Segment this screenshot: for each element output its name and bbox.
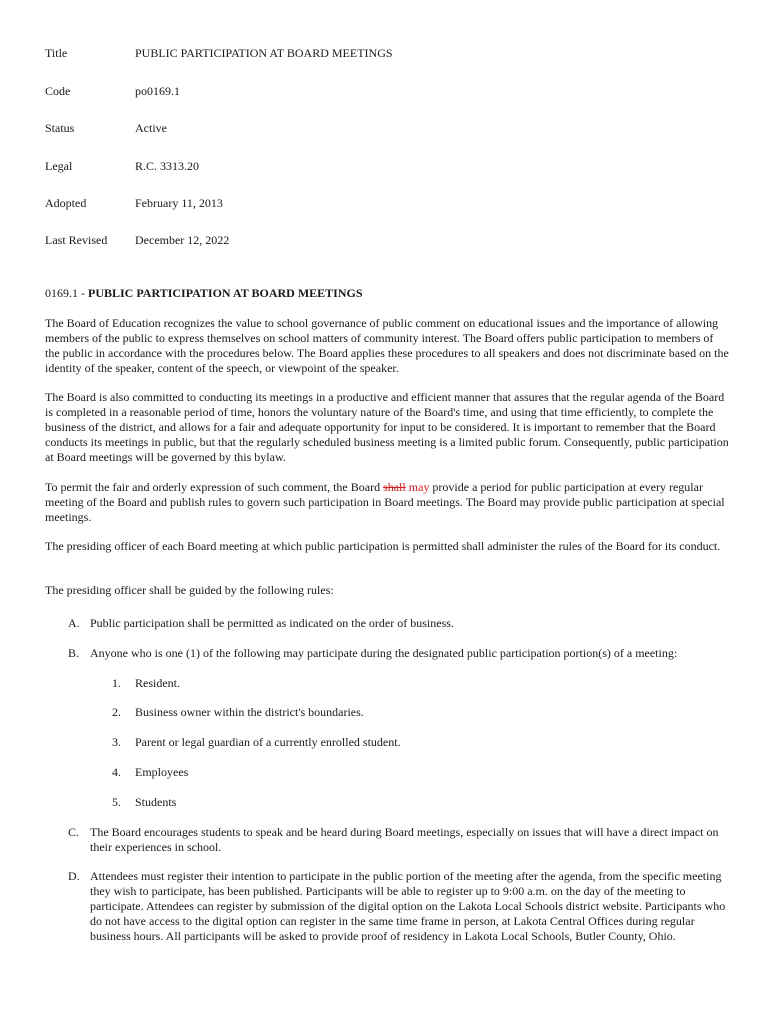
section-number: 0169.1 -: [45, 286, 88, 300]
meta-label: Legal: [45, 159, 73, 173]
meta-value: December 12, 2022: [135, 233, 230, 247]
eligible-text: Business owner within the district's boundaries.: [135, 705, 364, 719]
meta-row-title: [45, 46, 735, 61]
meta-value: Active: [135, 121, 167, 135]
list-marker: A.: [68, 616, 80, 630]
meta-label: Status: [45, 121, 75, 135]
meta-value: PUBLIC PARTICIPATION AT BOARD MEETINGS: [135, 46, 393, 60]
meta-value: February 11, 2013: [135, 196, 223, 210]
paragraph-intro: The Board of Education recognizes the value to school governance of public comment on educational issues and the importance of allowing members of the public to express themselves on school matters of community interest. The Board offers public participation to members of the public in accordance with the procedures below. The Board applies these procedures to all speakers and does not discriminate based on the identity of the speaker, content of the speech, or viewpoint of the speaker.: [45, 316, 729, 375]
meta-label: Last Revised: [45, 233, 108, 247]
meta-value: po0169.1: [135, 84, 180, 98]
paragraph-presiding-officer: The presiding officer of each Board meeting at which public participation is permitted shall administer the rules of the Board for its conduct.: [45, 539, 721, 553]
list-marker: D.: [68, 869, 80, 883]
meta-label: Adopted: [45, 196, 87, 210]
list-marker: 2.: [112, 705, 121, 719]
meta-row-status: [45, 121, 735, 136]
meta-value: R.C. 3313.20: [135, 159, 200, 173]
meta-label: Code: [45, 84, 71, 98]
meta-row-code: [45, 84, 735, 99]
deleted-text: shall: [383, 480, 406, 494]
meta-label: Title: [45, 46, 68, 60]
rule-text: Attendees must register their intention to participate in the public portion of the meeting after the agenda, from the specific meeting they wish to participate, has been published. Participants will be able to register up to 9:00 a.m. on the day of the meeting to participate. Attendees can register by submission of the digital option on the Lakota Local Schools district website. Participants who do not have access to the digital option can register in the same time frame in person, at Lakota Central Offices during regular business hours. All participants will be asked to provide proof of residency in Lakota Local Schools, Butler County, Ohio.: [90, 869, 726, 943]
inserted-text: may: [408, 480, 430, 494]
rule-text: Anyone who is one (1) of the following may participate during the designated public participation portion(s) of a meeting:: [90, 646, 678, 660]
rule-text: Public participation shall be permitted as indicated on the order of business.: [90, 616, 454, 630]
eligible-text: Parent or legal guardian of a currently enrolled student.: [135, 735, 401, 749]
rule-text: The Board encourages students to speak and be heard during Board meetings, especially on issues that will have a direct impact on their experiences in school.: [90, 825, 719, 854]
eligible-text: Employees: [135, 765, 189, 779]
list-marker: 5.: [112, 795, 121, 809]
paragraph-text: To permit the fair and orderly expression of such comment, the Board: [45, 480, 384, 494]
eligible-text: Students: [135, 795, 177, 809]
meta-row-adopted: [45, 196, 735, 211]
eligible-text: Resident.: [135, 676, 180, 690]
paragraph-rules-intro: The presiding officer shall be guided by the following rules:: [45, 583, 334, 597]
paragraph-text: provide a period for public participation at every regular meeting of the Board and publish rules to govern such participation in Board meetings. The Board may provide public participation at special meetings.: [45, 480, 725, 524]
list-marker: B.: [68, 646, 80, 660]
list-marker: C.: [68, 825, 80, 839]
paragraph-commitment: The Board is also committed to conducting its meetings in a productive and efficient manner that assures that the regular agenda of the Board is completed in a reasonable period of time, honors the voluntary nature of the Board's time, and using that time efficiently, to complete the business of the district, and allows for a fair and adequate opportunity for input to be considered. It is important to remember that the Board conducts its meetings in public, but that the regularly scheduled business meeting is a limited public forum. Consequently, public participation at Board meetings will be governed by this bylaw.: [45, 390, 729, 464]
meta-row-legal: [45, 159, 735, 174]
list-marker: 4.: [112, 765, 121, 779]
section-heading: [45, 286, 735, 301]
meta-row-last-revised: [45, 233, 735, 248]
paragraph-public-period: [45, 480, 729, 525]
section-title: PUBLIC PARTICIPATION AT BOARD MEETINGS: [88, 286, 363, 300]
list-marker: 3.: [112, 735, 121, 749]
list-marker: 1.: [112, 676, 121, 690]
